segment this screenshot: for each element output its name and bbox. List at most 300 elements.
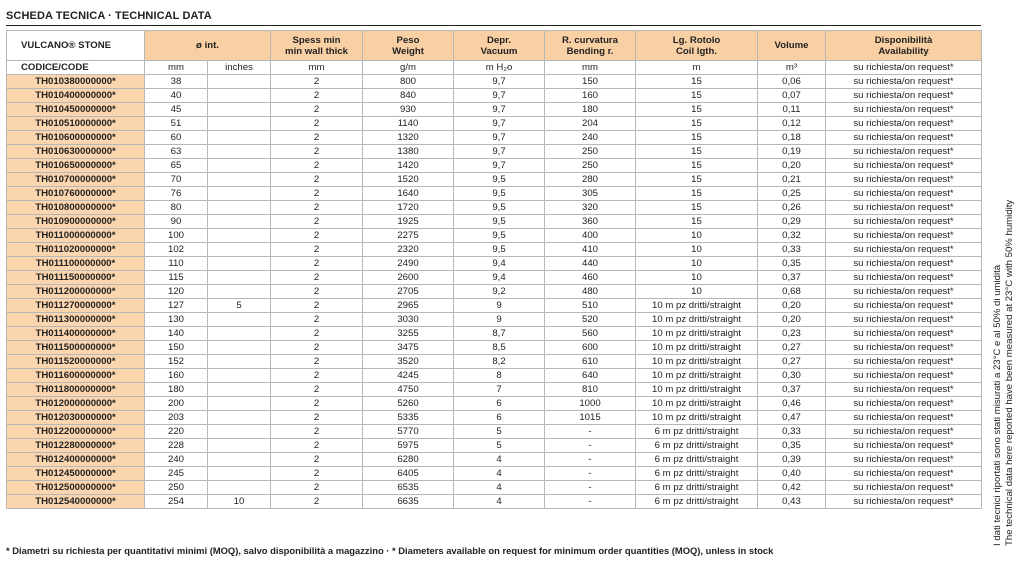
diameter-mm-cell: 63: [145, 145, 208, 159]
wall-thickness-cell: 2: [271, 411, 363, 425]
weight-cell: 840: [363, 89, 454, 103]
bending-radius-cell: 400: [545, 229, 636, 243]
product-code-cell: TH012540000000*: [7, 495, 145, 509]
vacuum-cell: 9,5: [454, 187, 545, 201]
diameter-inches-cell: [208, 313, 271, 327]
wall-thickness-cell: 2: [271, 75, 363, 89]
volume-cell: 0,46: [758, 397, 826, 411]
diameter-mm-cell: 90: [145, 215, 208, 229]
volume-cell: 0,26: [758, 201, 826, 215]
unit-volume: m³: [758, 61, 826, 75]
weight-cell: 5260: [363, 397, 454, 411]
diameter-mm-cell: 40: [145, 89, 208, 103]
wall-thickness-cell: 2: [271, 243, 363, 257]
weight-cell: 3520: [363, 355, 454, 369]
diameter-mm-cell: 120: [145, 285, 208, 299]
bending-radius-cell: 460: [545, 271, 636, 285]
diameter-inches-cell: [208, 75, 271, 89]
vacuum-cell: 8,5: [454, 341, 545, 355]
diameter-inches-cell: [208, 145, 271, 159]
availability-cell: su richiesta/on request*: [826, 411, 982, 425]
diameter-mm-cell: 127: [145, 299, 208, 313]
bending-radius-cell: 640: [545, 369, 636, 383]
availability-cell: su richiesta/on request*: [826, 285, 982, 299]
product-code-cell: TH011270000000*: [7, 299, 145, 313]
diameter-mm-cell: 102: [145, 243, 208, 257]
product-code-cell: TH010600000000*: [7, 131, 145, 145]
product-code-cell: TH012400000000*: [7, 453, 145, 467]
diameter-mm-cell: 152: [145, 355, 208, 369]
diameter-mm-cell: 51: [145, 117, 208, 131]
bending-radius-cell: 520: [545, 313, 636, 327]
table-row: [7, 131, 982, 145]
volume-header: Volume: [758, 31, 826, 61]
bending-radius-cell: 320: [545, 201, 636, 215]
bending-radius-cell: 410: [545, 243, 636, 257]
code-column-label: CODICE/CODE: [7, 61, 145, 75]
diameter-mm-cell: 115: [145, 271, 208, 285]
volume-cell: 0,07: [758, 89, 826, 103]
table-row: [7, 425, 982, 439]
weight-cell: 6635: [363, 495, 454, 509]
vacuum-cell: 7: [454, 383, 545, 397]
bending-radius-cell: 360: [545, 215, 636, 229]
wall-thickness-cell: 2: [271, 481, 363, 495]
wall-thickness-cell: 2: [271, 439, 363, 453]
vacuum-cell: 9,2: [454, 285, 545, 299]
diameter-inches-cell: [208, 117, 271, 131]
volume-cell: 0,35: [758, 439, 826, 453]
volume-cell: 0,20: [758, 299, 826, 313]
wall-thickness-cell: 2: [271, 187, 363, 201]
weight-cell: 3030: [363, 313, 454, 327]
availability-cell: su richiesta/on request*: [826, 439, 982, 453]
bending-radius-cell: -: [545, 453, 636, 467]
availability-cell: su richiesta/on request*: [826, 229, 982, 243]
volume-cell: 0,29: [758, 215, 826, 229]
unit-bending: mm: [545, 61, 636, 75]
wall-thickness-cell: 2: [271, 215, 363, 229]
availability-cell: su richiesta/on request*: [826, 243, 982, 257]
wall-thickness-cell: 2: [271, 285, 363, 299]
product-code-cell: TH011520000000*: [7, 355, 145, 369]
coil-length-cell: 10 m pz dritti/straight: [636, 355, 758, 369]
product-code-cell: TH012500000000*: [7, 481, 145, 495]
wall-thickness-cell: 2: [271, 425, 363, 439]
table-row: [7, 299, 982, 313]
weight-cell: 3255: [363, 327, 454, 341]
coil-length-cell: 6 m pz dritti/straight: [636, 439, 758, 453]
coil-length-cell: 15: [636, 215, 758, 229]
weight-cell: 3475: [363, 341, 454, 355]
coil-length-cell: 6 m pz dritti/straight: [636, 425, 758, 439]
diameter-inches-cell: [208, 411, 271, 425]
unit-coil: m: [636, 61, 758, 75]
table-row: [7, 313, 982, 327]
product-code-cell: TH012450000000*: [7, 467, 145, 481]
bending-radius-cell: 305: [545, 187, 636, 201]
availability-cell: su richiesta/on request*: [826, 397, 982, 411]
availability-cell: su richiesta/on request*: [826, 313, 982, 327]
bending-radius-cell: 280: [545, 173, 636, 187]
coil-length-cell: 10: [636, 257, 758, 271]
diameter-inches-cell: 10: [208, 495, 271, 509]
volume-cell: 0,11: [758, 103, 826, 117]
measurement-note-it: I dati tecnici riportati sono stati misurati a 23°C e al 50% di umidità: [992, 264, 1003, 546]
volume-cell: 0,25: [758, 187, 826, 201]
diameter-inches-cell: [208, 467, 271, 481]
volume-cell: 0,20: [758, 159, 826, 173]
coil-length-cell: 15: [636, 117, 758, 131]
product-code-cell: TH011300000000*: [7, 313, 145, 327]
availability-cell: su richiesta/on request*: [826, 453, 982, 467]
wall-thickness-cell: 2: [271, 159, 363, 173]
vacuum-cell: 9,7: [454, 131, 545, 145]
availability-cell: su richiesta/on request*: [826, 481, 982, 495]
page-title: SCHEDA TECNICA · TECHNICAL DATA: [6, 10, 212, 22]
wall-thickness-cell: 2: [271, 299, 363, 313]
vacuum-cell: 9,7: [454, 159, 545, 173]
weight-cell: 2600: [363, 271, 454, 285]
wall-thickness-cell: 2: [271, 103, 363, 117]
diameter-inches-cell: [208, 369, 271, 383]
measurement-note: [992, 176, 1022, 546]
product-code-cell: TH012000000000*: [7, 397, 145, 411]
table-row: [7, 75, 982, 89]
volume-cell: 0,33: [758, 425, 826, 439]
bending-radius-cell: 250: [545, 145, 636, 159]
weight-cell: 4750: [363, 383, 454, 397]
availability-cell: su richiesta/on request*: [826, 467, 982, 481]
table-row: [7, 341, 982, 355]
coil-length-cell: 15: [636, 201, 758, 215]
wall-thickness-cell: 2: [271, 369, 363, 383]
coil-length-cell: 10 m pz dritti/straight: [636, 327, 758, 341]
weight-cell: 1380: [363, 145, 454, 159]
product-code-cell: TH012030000000*: [7, 411, 145, 425]
coil-length-cell: 10 m pz dritti/straight: [636, 369, 758, 383]
wall-thickness-cell: 2: [271, 145, 363, 159]
diameter-inches-cell: [208, 383, 271, 397]
wall-thickness-header: Spess min min wall thick: [271, 31, 363, 61]
vacuum-cell: 9,7: [454, 145, 545, 159]
volume-cell: 0,40: [758, 467, 826, 481]
product-code-cell: TH010400000000*: [7, 89, 145, 103]
diameter-mm-cell: 254: [145, 495, 208, 509]
product-code-cell: TH011600000000*: [7, 369, 145, 383]
table-row: [7, 229, 982, 243]
vacuum-cell: 9,5: [454, 229, 545, 243]
product-code-cell: TH011200000000*: [7, 285, 145, 299]
weight-cell: 1140: [363, 117, 454, 131]
diameter-mm-cell: 130: [145, 313, 208, 327]
coil-length-cell: 10 m pz dritti/straight: [636, 299, 758, 313]
weight-cell: 2965: [363, 299, 454, 313]
diameter-mm-cell: 250: [145, 481, 208, 495]
weight-cell: 5335: [363, 411, 454, 425]
table-row: [7, 495, 982, 509]
weight-cell: 1925: [363, 215, 454, 229]
availability-cell: su richiesta/on request*: [826, 257, 982, 271]
vacuum-cell: 9: [454, 313, 545, 327]
diameter-mm-cell: 150: [145, 341, 208, 355]
weight-cell: 1640: [363, 187, 454, 201]
weight-header: Peso Weight: [363, 31, 454, 61]
table-row: [7, 117, 982, 131]
volume-cell: 0,39: [758, 453, 826, 467]
wall-thickness-cell: 2: [271, 271, 363, 285]
footnote: * Diametri su richiesta per quantitativi minimi (MOQ), salvo disponibilità a magazzino · * Diameters available on request for minimum order quantities (MOQ), unless in stock: [6, 545, 774, 556]
table-row: [7, 327, 982, 341]
vacuum-cell: 4: [454, 481, 545, 495]
vacuum-cell: 8,2: [454, 355, 545, 369]
bending-radius-cell: 810: [545, 383, 636, 397]
bending-radius-cell: 440: [545, 257, 636, 271]
weight-cell: 800: [363, 75, 454, 89]
volume-cell: 0,19: [758, 145, 826, 159]
volume-cell: 0,33: [758, 243, 826, 257]
weight-cell: 4245: [363, 369, 454, 383]
weight-cell: 2490: [363, 257, 454, 271]
wall-thickness-cell: 2: [271, 355, 363, 369]
vacuum-cell: 4: [454, 467, 545, 481]
diameter-mm-cell: 110: [145, 257, 208, 271]
product-code-cell: TH010760000000*: [7, 187, 145, 201]
coil-length-cell: 15: [636, 187, 758, 201]
wall-thickness-cell: 2: [271, 89, 363, 103]
weight-cell: 6535: [363, 481, 454, 495]
bending-radius-cell: 1000: [545, 397, 636, 411]
volume-cell: 0,20: [758, 313, 826, 327]
diameter-inches-cell: [208, 327, 271, 341]
diameter-mm-cell: 180: [145, 383, 208, 397]
vacuum-cell: 9,7: [454, 89, 545, 103]
wall-thickness-cell: 2: [271, 117, 363, 131]
weight-cell: 6280: [363, 453, 454, 467]
availability-cell: su richiesta/on request*: [826, 89, 982, 103]
title-divider: [6, 25, 981, 26]
product-code-cell: TH010450000000*: [7, 103, 145, 117]
vacuum-cell: 4: [454, 453, 545, 467]
product-code-cell: TH010900000000*: [7, 215, 145, 229]
diameter-header: ø int.: [145, 31, 271, 61]
coil-length-cell: 10: [636, 243, 758, 257]
availability-cell: su richiesta/on request*: [826, 173, 982, 187]
volume-cell: 0,23: [758, 327, 826, 341]
weight-cell: 1520: [363, 173, 454, 187]
coil-length-cell: 15: [636, 173, 758, 187]
diameter-mm-cell: 100: [145, 229, 208, 243]
diameter-inches-cell: [208, 243, 271, 257]
unit-vacuum: m H₂o: [454, 61, 545, 75]
weight-cell: 930: [363, 103, 454, 117]
diameter-inches-cell: [208, 103, 271, 117]
measurement-note-en: The technical data here reported have been measured at 23°C with 50% humidity: [1004, 199, 1015, 546]
product-code-cell: TH010630000000*: [7, 145, 145, 159]
diameter-mm-cell: 80: [145, 201, 208, 215]
table-row: [7, 397, 982, 411]
table-row: [7, 369, 982, 383]
product-code-cell: TH011020000000*: [7, 243, 145, 257]
volume-cell: 0,21: [758, 173, 826, 187]
availability-cell: su richiesta/on request*: [826, 103, 982, 117]
table-row: [7, 145, 982, 159]
weight-cell: 1420: [363, 159, 454, 173]
unit-mm: mm: [145, 61, 208, 75]
diameter-mm-cell: 70: [145, 173, 208, 187]
table-row: [7, 383, 982, 397]
wall-thickness-cell: 2: [271, 453, 363, 467]
vacuum-cell: 9,5: [454, 215, 545, 229]
table-row: [7, 467, 982, 481]
diameter-inches-cell: [208, 481, 271, 495]
wall-thickness-cell: 2: [271, 397, 363, 411]
availability-cell: su richiesta/on request*: [826, 355, 982, 369]
bending-radius-cell: 180: [545, 103, 636, 117]
product-code-cell: TH012200000000*: [7, 425, 145, 439]
vacuum-cell: 9,7: [454, 117, 545, 131]
coil-length-cell: 15: [636, 131, 758, 145]
product-code-cell: TH011100000000*: [7, 257, 145, 271]
product-code-cell: TH011150000000*: [7, 271, 145, 285]
table-row: [7, 285, 982, 299]
diameter-inches-cell: [208, 159, 271, 173]
units-row: [7, 61, 982, 75]
coil-length-cell: 6 m pz dritti/straight: [636, 481, 758, 495]
diameter-inches-cell: [208, 201, 271, 215]
product-code-cell: TH011000000000*: [7, 229, 145, 243]
diameter-mm-cell: 60: [145, 131, 208, 145]
product-code-cell: TH010800000000*: [7, 201, 145, 215]
volume-cell: 0,43: [758, 495, 826, 509]
wall-thickness-cell: 2: [271, 495, 363, 509]
diameter-inches-cell: [208, 355, 271, 369]
volume-cell: 0,42: [758, 481, 826, 495]
table-row: [7, 173, 982, 187]
availability-cell: su richiesta/on request*: [826, 187, 982, 201]
vacuum-cell: 9,5: [454, 201, 545, 215]
vacuum-cell: 5: [454, 439, 545, 453]
diameter-inches-cell: [208, 453, 271, 467]
product-code-cell: TH010700000000*: [7, 173, 145, 187]
coil-length-cell: 6 m pz dritti/straight: [636, 495, 758, 509]
diameter-inches-cell: [208, 131, 271, 145]
diameter-inches-cell: [208, 187, 271, 201]
availability-cell: su richiesta/on request*: [826, 145, 982, 159]
availability-cell: su richiesta/on request*: [826, 425, 982, 439]
table-row: [7, 187, 982, 201]
wall-thickness-cell: 2: [271, 173, 363, 187]
coil-length-cell: 10 m pz dritti/straight: [636, 313, 758, 327]
coil-length-header: Lg. Rotolo Coil lgth.: [636, 31, 758, 61]
table-row: [7, 271, 982, 285]
availability-cell: su richiesta/on request*: [826, 271, 982, 285]
table-row: [7, 257, 982, 271]
weight-cell: 2275: [363, 229, 454, 243]
availability-cell: su richiesta/on request*: [826, 327, 982, 341]
wall-thickness-cell: 2: [271, 341, 363, 355]
coil-length-cell: 10: [636, 271, 758, 285]
volume-cell: 0,37: [758, 271, 826, 285]
diameter-mm-cell: 228: [145, 439, 208, 453]
volume-cell: 0,47: [758, 411, 826, 425]
coil-length-cell: 6 m pz dritti/straight: [636, 453, 758, 467]
coil-length-cell: 15: [636, 89, 758, 103]
bending-radius-cell: -: [545, 481, 636, 495]
diameter-mm-cell: 65: [145, 159, 208, 173]
bending-radius-cell: 240: [545, 131, 636, 145]
weight-cell: 6405: [363, 467, 454, 481]
volume-cell: 0,06: [758, 75, 826, 89]
vacuum-cell: 9,7: [454, 75, 545, 89]
weight-cell: 5770: [363, 425, 454, 439]
coil-length-cell: 10 m pz dritti/straight: [636, 383, 758, 397]
table-row: [7, 355, 982, 369]
volume-cell: 0,27: [758, 355, 826, 369]
unit-weight: g/m: [363, 61, 454, 75]
volume-cell: 0,18: [758, 131, 826, 145]
vacuum-cell: 6: [454, 411, 545, 425]
bending-radius-cell: 160: [545, 89, 636, 103]
availability-cell: su richiesta/on request*: [826, 341, 982, 355]
bending-radius-cell: 250: [545, 159, 636, 173]
product-code-cell: TH012280000000*: [7, 439, 145, 453]
diameter-mm-cell: 245: [145, 467, 208, 481]
diameter-mm-cell: 240: [145, 453, 208, 467]
diameter-inches-cell: [208, 425, 271, 439]
diameter-inches-cell: [208, 257, 271, 271]
diameter-inches-cell: [208, 285, 271, 299]
table-row: [7, 439, 982, 453]
volume-cell: 0,68: [758, 285, 826, 299]
diameter-inches-cell: [208, 229, 271, 243]
availability-header: Disponibilità Availability: [826, 31, 982, 61]
coil-length-cell: 10: [636, 285, 758, 299]
bending-radius-cell: 560: [545, 327, 636, 341]
table-row: [7, 103, 982, 117]
bending-radius-cell: 510: [545, 299, 636, 313]
bending-radius-cell: -: [545, 495, 636, 509]
vacuum-cell: 9,4: [454, 257, 545, 271]
unit-availability: su richiesta/on request*: [826, 61, 982, 75]
product-code-cell: TH011400000000*: [7, 327, 145, 341]
volume-cell: 0,32: [758, 229, 826, 243]
coil-length-cell: 10 m pz dritti/straight: [636, 411, 758, 425]
vacuum-cell: 9: [454, 299, 545, 313]
diameter-inches-cell: 5: [208, 299, 271, 313]
table-row: [7, 411, 982, 425]
bending-radius-cell: 600: [545, 341, 636, 355]
bending-radius-cell: -: [545, 439, 636, 453]
table-row: [7, 89, 982, 103]
weight-cell: 1320: [363, 131, 454, 145]
volume-cell: 0,37: [758, 383, 826, 397]
diameter-inches-cell: [208, 215, 271, 229]
diameter-inches-cell: [208, 271, 271, 285]
diameter-inches-cell: [208, 341, 271, 355]
product-code-cell: TH011800000000*: [7, 383, 145, 397]
availability-cell: su richiesta/on request*: [826, 117, 982, 131]
weight-cell: 2705: [363, 285, 454, 299]
vacuum-cell: 4: [454, 495, 545, 509]
wall-thickness-cell: 2: [271, 327, 363, 341]
diameter-mm-cell: 203: [145, 411, 208, 425]
bending-radius-cell: -: [545, 425, 636, 439]
coil-length-cell: 6 m pz dritti/straight: [636, 467, 758, 481]
product-code-cell: TH011500000000*: [7, 341, 145, 355]
availability-cell: su richiesta/on request*: [826, 215, 982, 229]
table-row: [7, 481, 982, 495]
